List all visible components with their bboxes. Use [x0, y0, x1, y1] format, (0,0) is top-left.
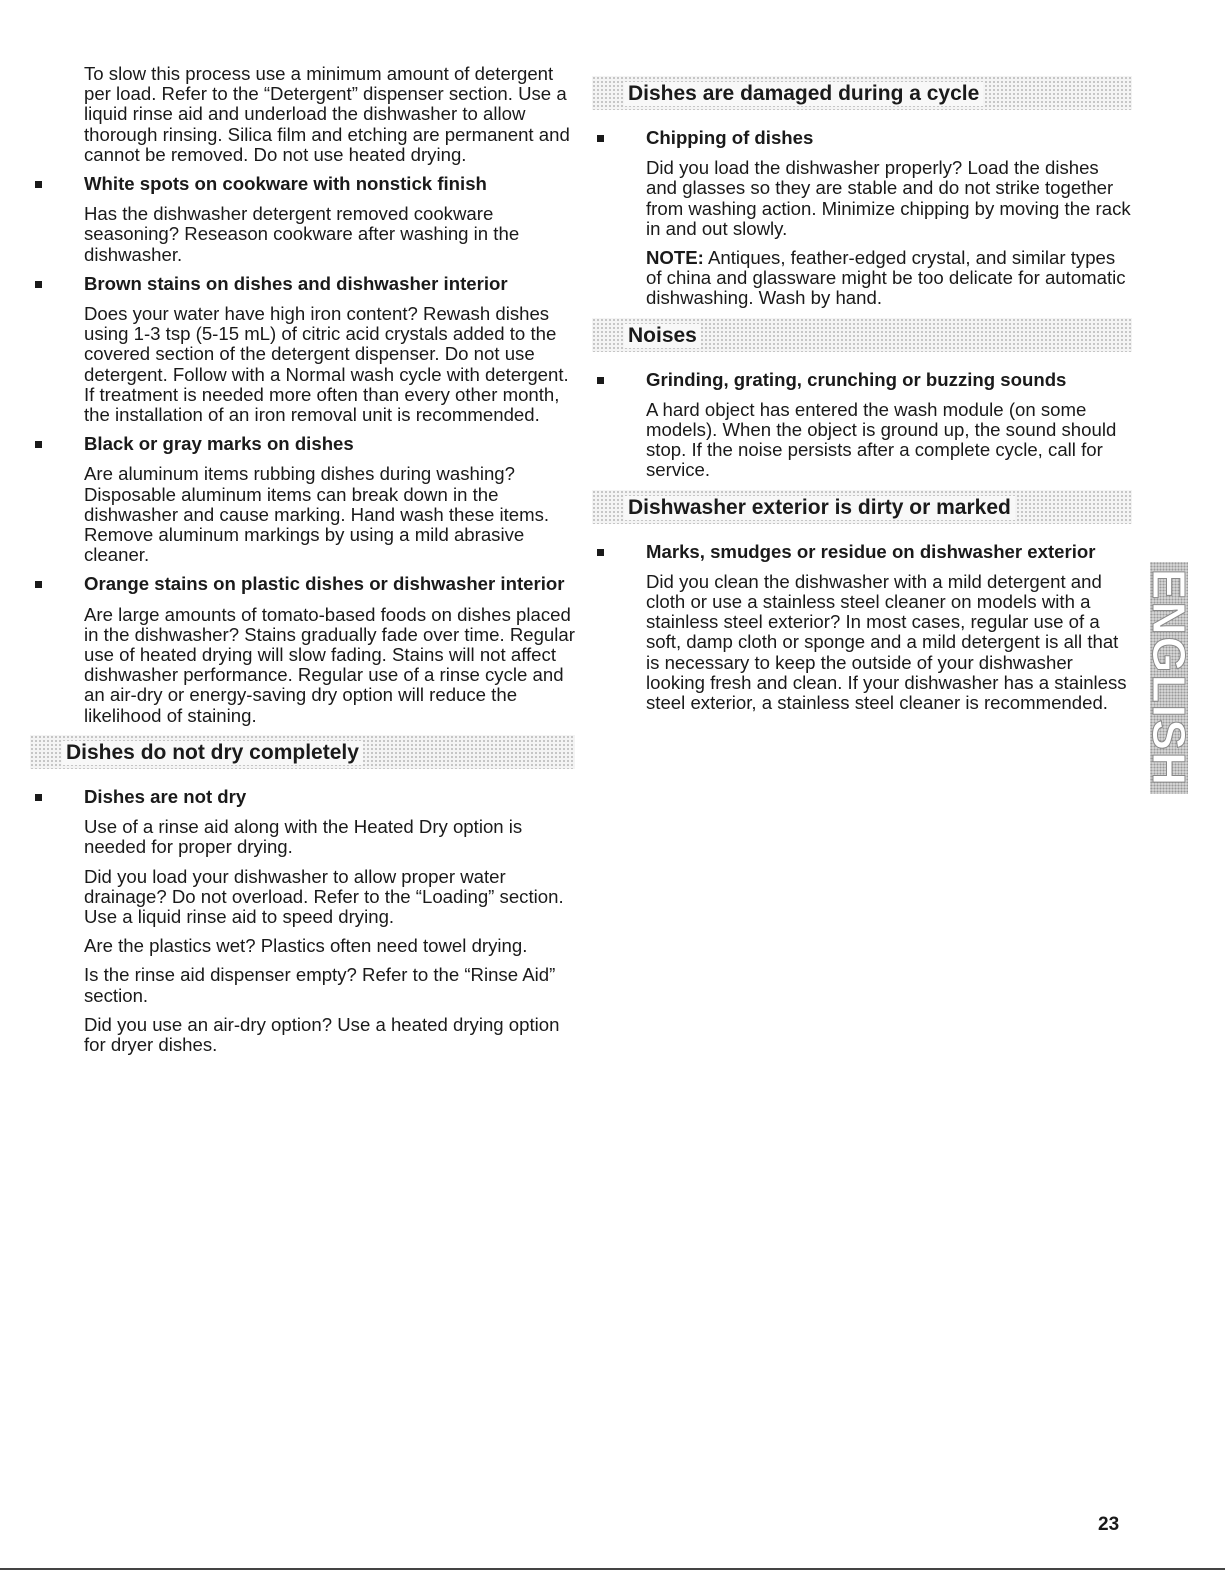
- note-paragraph: [592, 248, 1132, 309]
- text-orange-stains: Are large amounts of tomato-based foods on dishes placed in the dishwasher? Stains gradually fade over time. Regular use of heated drying will slow fading. Stains will not affect dishwasher performance. Regular use of a rinse cycle and an air-dry or energy-saving dry option will reduce the likelihood of staining.: [84, 603, 575, 726]
- section-band-dry: [30, 735, 575, 769]
- dry-paragraph: Did you use an air-dry option? Use a heated drying option for dryer dishes.: [84, 1013, 560, 1055]
- section-band-noises: [592, 318, 1132, 352]
- dry-paragraph: Use of a rinse aid along with the Heated Dry option is needed for proper drying.: [84, 816, 523, 858]
- heading-orange-stains: Orange stains on plastic dishes or dishwasher interior: [30, 574, 575, 594]
- right-column: [592, 76, 1132, 722]
- note-label: NOTE:: [646, 247, 704, 269]
- text-marks: Did you clean the dishwasher with a mild detergent and cloth or use a stainless steel cleaner on models with a stainless steel exterior? In most cases, regular use of a soft, damp cloth or sponge and a mild detergent is all that is necessary to keep the outside of your dishwasher looking fresh and clean. If your dishwasher has a stainless steel exterior, a stainless steel cleaner is recommended.: [646, 570, 1127, 714]
- section-title-dry: Dishes do not dry completely: [62, 741, 363, 765]
- heading-chipping: Chipping of dishes: [592, 128, 1132, 148]
- section-band-exterior: [592, 490, 1132, 524]
- bullet-square: [597, 377, 604, 384]
- section-title-damaged: Dishes are damaged during a cycle: [624, 82, 983, 106]
- section-title-exterior: Dishwasher exterior is dirty or marked: [624, 496, 1015, 520]
- section-title-noises: Noises: [624, 324, 701, 348]
- heading-not-dry: Dishes are not dry: [30, 787, 575, 807]
- side-tab-label: ENGLISH: [1143, 568, 1195, 788]
- heading-brown-stains: Brown stains on dishes and dishwasher interior: [30, 274, 575, 294]
- intro-paragraph: To slow this process use a minimum amount of detergent per load. Refer to the “Detergent” dispenser section. Use a liquid rinse aid and underload the dishwasher to allow thorough rinsing. Silica film and etching are permanent and cannot be removed. Do not use heated drying.: [84, 63, 570, 165]
- bullet-square: [35, 181, 42, 188]
- bullet-square: [35, 281, 42, 288]
- heading-black-marks: Black or gray marks on dishes: [30, 434, 575, 454]
- text-brown-stains: Does your water have high iron content? Rewash dishes using 1-3 tsp (5-15 mL) of citric acid crystals added to the covered section of the detergent dispenser. Do not use detergent. Follow with a Normal wash cycle with detergent. If treatment is needed more often than every other month, the installation of an iron removal unit is recommended.: [84, 303, 569, 426]
- heading-marks: Marks, smudges or residue on dishwasher exterior: [592, 542, 1132, 562]
- bottom-rule: [0, 1568, 1225, 1570]
- note-text: Antiques, feather-edged crystal, and similar types of china and glassware might be too delicate for automatic dishwashing. Wash by hand.: [646, 247, 1126, 309]
- bullet-square: [597, 135, 604, 142]
- bullet-square: [35, 794, 42, 801]
- left-column: [30, 64, 575, 1064]
- bullet-square: [35, 581, 42, 588]
- dry-paragraph: Did you load your dishwasher to allow proper water drainage? Do not overload. Refer to the “Loading” section. Use a liquid rinse aid to speed drying.: [84, 865, 564, 927]
- page-number: 23: [1098, 1514, 1120, 1535]
- section-band-damaged: [592, 76, 1132, 110]
- text-black-marks: Are aluminum items rubbing dishes during washing? Disposable aluminum items can break down in the dishwasher and cause marking. Hand wash these items. Remove aluminum markings by using a mild abrasive cleaner.: [84, 463, 550, 566]
- dry-paragraph: Are the plastics wet? Plastics often need towel drying.: [84, 935, 528, 957]
- text-chipping: Did you load the dishwasher properly? Load the dishes and glasses so they are stable and do not strike together from washing action. Minimize chipping by moving the rack in and out slowly.: [646, 157, 1131, 239]
- bullet-square: [597, 549, 604, 556]
- language-side-tab: [1143, 562, 1195, 794]
- dry-paragraph: Is the rinse aid dispenser empty? Refer to the “Rinse Aid” section.: [84, 964, 556, 1006]
- text-white-spots: Has the dishwasher detergent removed cookware seasoning? Reseason cookware after washing in the dishwasher.: [84, 203, 520, 265]
- text-grinding: A hard object has entered the wash module (on some models). When the object is ground up, the sound should stop. If the noise persists after a complete cycle, call for service.: [646, 398, 1117, 481]
- heading-white-spots: White spots on cookware with nonstick finish: [30, 174, 575, 194]
- bullet-square: [35, 441, 42, 448]
- heading-grinding: Grinding, grating, crunching or buzzing sounds: [592, 370, 1132, 390]
